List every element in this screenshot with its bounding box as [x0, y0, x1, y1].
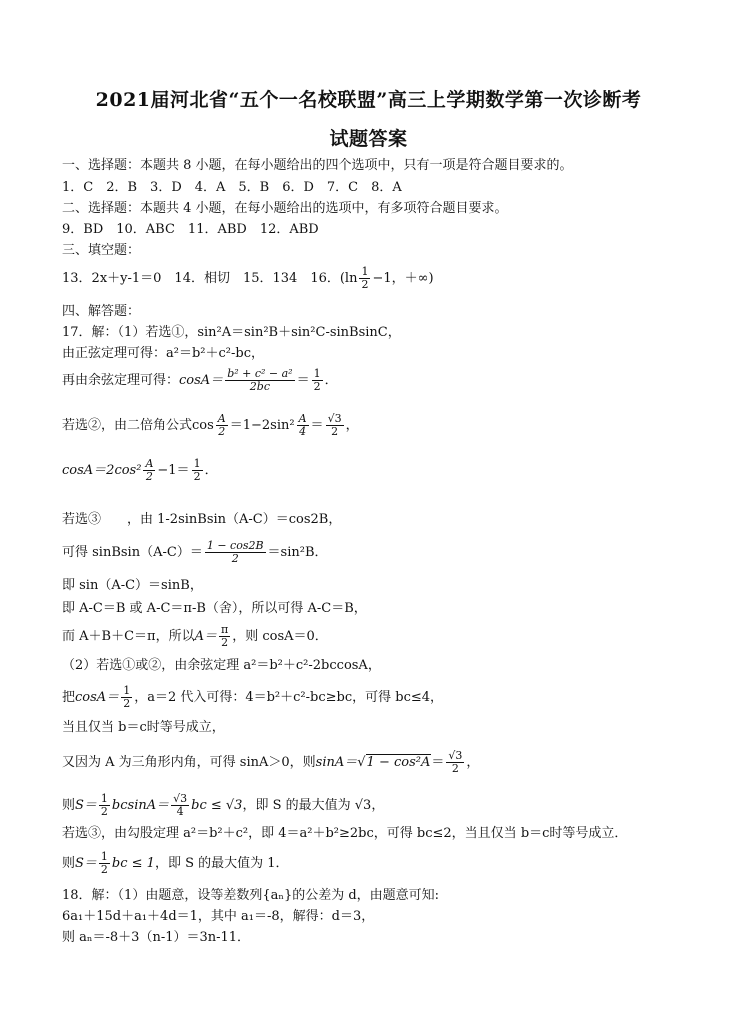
fraction: $\frac{√3}{2}$ [448, 749, 463, 775]
answer-13-15: 13．2x＋y-1＝0 14．相切 15．134 16．(ln [62, 271, 358, 286]
fraction: $\frac{√3}{4}$ [173, 792, 188, 818]
q18-line: 18．解：（1）由题意，设等差数列{aₙ}的公差为 d，由题意可知: [62, 888, 440, 903]
q17-line: 把cosA＝ $\frac{1}{2}$ ，a＝2 代入可得：4＝b²＋c²-bc≥bc，可得 bc≤4， [62, 684, 444, 710]
q17-line: 当且仅当 b＝c时等号成立， [62, 720, 225, 735]
section-3-heading: 三、填空题： [62, 243, 141, 258]
fraction: $\frac{\text{b² + c² − a²}}{2bc}$ [227, 367, 293, 393]
fraction: $\frac{1}{2}$ [100, 850, 108, 876]
q17-line: 若选②，由二倍角公式cos $\frac{A}{2}$ ＝1−2sin² $\frac{A}{4}$ ＝ $\frac{√3}{2}$ ， [62, 412, 359, 438]
q18-line: 则 aₙ＝-8＋3（n-1）＝3n-11． [62, 930, 251, 945]
fraction: $\frac{1}{2}$ [123, 684, 131, 710]
q18-line: 6a₁＋15d＋a₁＋4d＝1，其中 a₁＝-8，解得：d＝3， [62, 909, 375, 924]
section-1-heading: 一、选择题：本题共 8 小题，在每小题给出的四个选项中，只有一项是符合题目要求的。 [62, 158, 573, 173]
q17-line: 又因为 A 为三角形内角，可得 sinA＞0，则sinA＝√1 − cos²A＝ $\frac{√3}{2}$ ， [62, 749, 480, 775]
fraction: $\frac{A}{4}$ [298, 412, 307, 438]
fraction: $\frac{A}{2}$ [217, 412, 226, 438]
fraction: $\frac{1}{2}$ [193, 457, 201, 483]
fraction: $\frac{1 - \cos 2B}{2}$ [206, 539, 264, 565]
q17-line: 由正弦定理可得：a²＝b²＋c²-bc， [62, 346, 264, 361]
fraction: $\frac{√3}{2}$ [327, 412, 342, 438]
section-2-answers: 9．BD 10．ABC 11．ABD 12．ABD [62, 222, 319, 237]
q17-line: 17．解：（1）若选①，sin²A＝sin²B＋sin²C-sinBsinC， [62, 325, 401, 340]
fraction: $\frac{\pi}{2}$ [220, 623, 229, 649]
q17-line: cosA＝2cos² $\frac{A}{2}$ −1＝ $\frac{1}{2}$ ． [62, 457, 218, 483]
section-3-answers: 13．2x＋y-1＝0 14．相切 15．134 16．(ln $\frac{1}{2}$ −1，＋∞) [62, 265, 434, 291]
q17-line: 再由余弦定理可得：cosA＝ $\frac{\text{b² + c² − a²}}{2bc}$ ＝ $\frac{1}{2}$ ． [62, 367, 338, 393]
q17-line: （2）若选①或②，由余弦定理 a²＝b²＋c²-2bccosA， [62, 658, 381, 673]
q17-line: 而 A＋B＋C＝π，所以A＝ $\frac{\pi}{2}$ ，则 cosA＝0． [62, 623, 328, 649]
document-title: 2021届河北省“五个一名校联盟”高三上学期数学第一次诊断考 [95, 89, 642, 111]
fraction: $\frac{1}{2}$ [361, 265, 369, 291]
document-subtitle: 试题答案 [329, 128, 408, 150]
q17-line: 即 sin（A-C）＝sinB， [62, 578, 203, 593]
q17-line: 则S＝ $\frac{1}{2}$ bcsinA＝ $\frac{√3}{4}$ bc ≤ √3，即 S 的最大值为 √3， [62, 792, 385, 818]
q17-line: 即 A-C＝B 或 A-C＝π-B（舍），所以可得 A-C＝B， [62, 601, 367, 616]
fraction: $\frac{A}{2}$ [145, 457, 154, 483]
section-1-answers: 1．C 2．B 3．D 4．A 5．B 6．D 7．C 8．A [62, 180, 402, 195]
fraction: $\frac{1}{2}$ [100, 792, 108, 818]
q17-line: 若选③ ，由 1-2sinBsin（A-C）＝cos2B， [62, 512, 342, 527]
q17-line: 若选③，由勾股定理 a²＝b²＋c²，即 4＝a²＋b²≥2bc，可得 bc≤2，当且仅当 b＝c时等号成立． [62, 826, 628, 841]
section-2-heading: 二、选择题：本题共 4 小题，在每小题给出的选项中，有多项符合题目要求。 [62, 201, 508, 216]
q17-line: 可得 sinBsin（A-C）＝ $\frac{1 - \cos 2B}{2}$ ＝sin²B． [62, 539, 328, 565]
fraction: $\frac{1}{2}$ [313, 367, 321, 393]
section-4-heading: 四、解答题： [62, 304, 141, 319]
q17-line: 则S＝ $\frac{1}{2}$ bc ≤ 1，即 S 的最大值为 1． [62, 850, 289, 876]
